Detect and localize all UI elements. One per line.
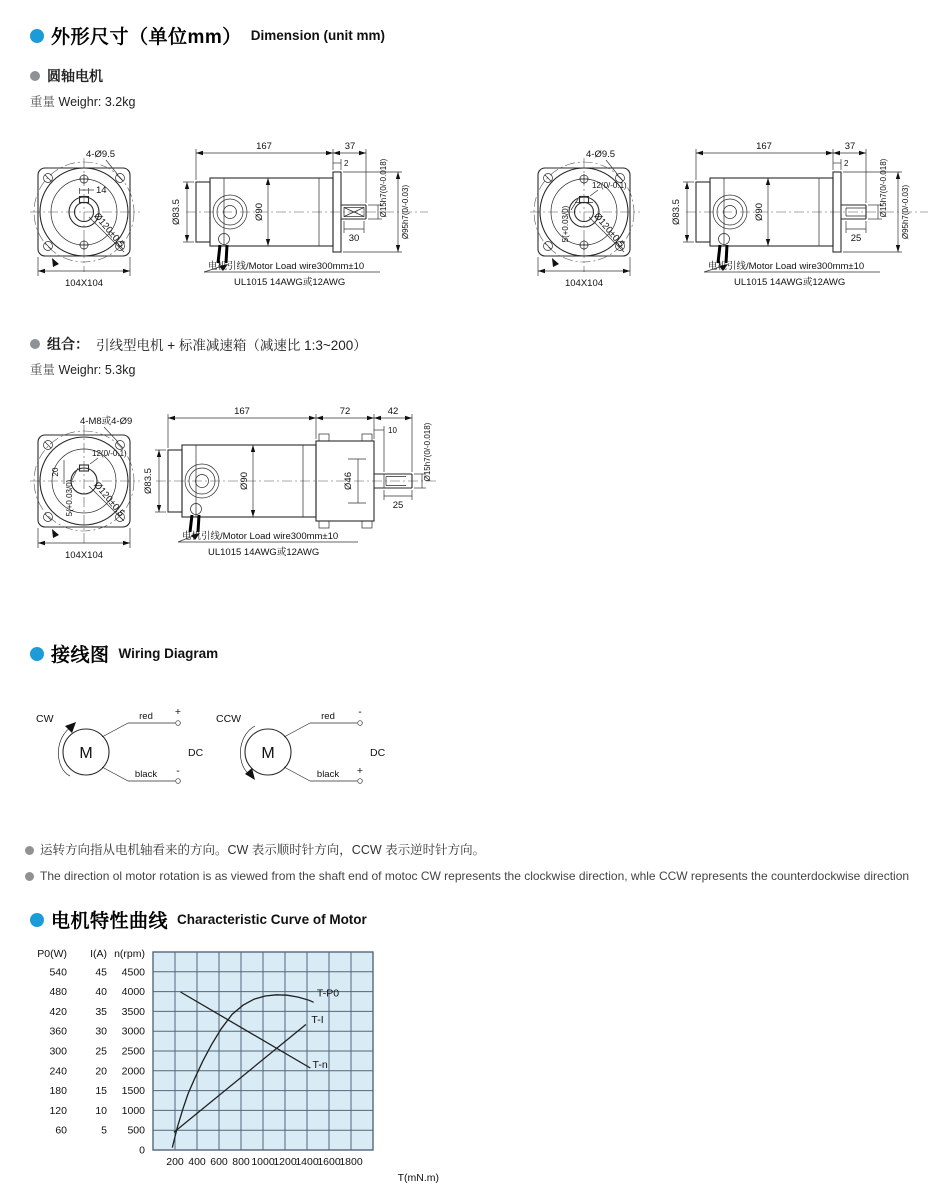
- polarity-bottom: -: [176, 765, 180, 777]
- y-axis-tick: 2500: [121, 1045, 145, 1058]
- sub-bullet-icon: [30, 71, 40, 81]
- y-axis-tick: 1000: [121, 1104, 145, 1117]
- rotation-arc: [58, 726, 73, 776]
- y-axis-tick: 300: [49, 1045, 67, 1058]
- front-view: [30, 415, 140, 561]
- dim-square: 104X104: [64, 550, 104, 561]
- wire-note-line2: UL1015 14AWG或12AWG: [208, 547, 320, 558]
- dim-key-length: 25: [392, 500, 404, 511]
- section-title-en: Wiring Diagram: [118, 646, 219, 661]
- dim-square: 104X104: [64, 278, 104, 289]
- y-axis-tick: 240: [49, 1065, 67, 1078]
- dim-key-width: 14: [96, 185, 107, 196]
- y-axis-tick: 40: [95, 986, 107, 999]
- dim-holes: 4-Ø9.5: [86, 149, 116, 160]
- section-title-en: Dimension (unit mm): [250, 28, 386, 43]
- y-axis-tick: 500: [127, 1124, 145, 1137]
- combo-subheader: [30, 334, 367, 354]
- dim-body-length: 167: [756, 141, 772, 152]
- weight-label: 重量: [30, 95, 56, 109]
- section-wiring-header: [30, 640, 218, 667]
- wire-note-line2: UL1015 14AWG或12AWG: [734, 277, 846, 288]
- drawing-round-shaft-motor-flat: [528, 136, 948, 294]
- y-axis-tick: 35: [95, 1005, 107, 1018]
- x-axis-tick: 1000: [251, 1156, 275, 1168]
- note-en: The direction ol motor rotation is as viewed from the shaft end of motoc CW represents the clockwise direction, whle CCW represents the counterdockwise direction: [25, 868, 930, 885]
- section-dimension-header: [30, 22, 385, 49]
- y-axis-tick: 5: [101, 1124, 107, 1137]
- y-axis-header: I(A): [90, 948, 107, 960]
- section-bullet-icon: [30, 29, 44, 43]
- polarity-top: -: [358, 706, 362, 718]
- side-view: [143, 406, 436, 558]
- wire-bottom-label: black: [134, 769, 158, 780]
- characteristic-curve-chart: [25, 942, 455, 1192]
- rotation-arc: [240, 726, 255, 776]
- y-axis-header: n(rpm): [114, 948, 145, 960]
- y-axis-tick: 0: [139, 1144, 145, 1157]
- dim-bolt-circle: Ø120±0.5: [91, 479, 127, 519]
- x-axis-label: T(mN.m): [397, 1172, 439, 1184]
- dim-bolt-circle: Ø120±0.5: [91, 210, 127, 250]
- section-title-zh: 接线图: [51, 645, 110, 666]
- dim-shaft-height: 12(0/-0.1): [592, 181, 627, 190]
- dim-shaft-length: 37: [844, 141, 856, 152]
- y-axis-tick: 120: [49, 1104, 67, 1117]
- polarity-top: +: [174, 706, 182, 718]
- curve-chart-svg: [25, 942, 455, 1192]
- section-title-zh: 电机特性曲线: [51, 911, 169, 932]
- dim-key-width: 5(+0.03/0): [561, 205, 570, 243]
- combo-title-rest: 引线型电机 + 标准减速箱（减速比 1:3~200）: [96, 338, 367, 353]
- wire-top-label: red: [139, 711, 153, 722]
- section-title-zh: 外形尺寸（单位mm）: [51, 27, 242, 48]
- curve-label-T-n: T-n: [312, 1058, 328, 1071]
- dim-gear-length: 72: [339, 406, 351, 417]
- y-axis-tick: 540: [49, 966, 67, 979]
- wire-note-line1: 电机引线/Motor Load wire300mm±10: [208, 261, 365, 272]
- y-axis-tick: 420: [49, 1005, 67, 1018]
- sub-bullet-icon: [30, 339, 40, 349]
- dim-key-length: 30: [348, 233, 360, 244]
- note-bullet-icon: [25, 872, 34, 881]
- y-axis-tick: 3500: [121, 1005, 145, 1018]
- y-axis-tick: 2000: [121, 1065, 145, 1078]
- dim-holes: 4-M8或4-Ø9: [80, 416, 133, 427]
- rotation-label: CW: [36, 713, 54, 725]
- weight-value: Weighr: 5.3kg: [58, 363, 136, 377]
- dim-body-length: 167: [256, 141, 272, 152]
- y-axis-tick: 10: [95, 1104, 107, 1117]
- dim-square: 104X104: [564, 278, 604, 289]
- y-axis-tick: 20: [95, 1065, 107, 1078]
- dim-shaft-length: 37: [344, 141, 356, 152]
- y-axis-header: P0(W): [37, 948, 67, 960]
- side-view: [671, 141, 928, 288]
- round-shaft-title: 圆轴电机: [47, 68, 103, 84]
- y-axis-tick: 25: [95, 1045, 107, 1058]
- dim-flat-length: 25: [850, 233, 862, 244]
- curve-label-T-P0: T-P0: [316, 987, 340, 1000]
- dim-shaft-dia: Ø15h7(0/-0.018): [879, 158, 888, 218]
- x-axis-tick: 800: [232, 1156, 250, 1168]
- motor-symbol: M: [261, 745, 275, 762]
- dim-flange-dia: Ø95h7(0/-0.03): [901, 184, 910, 240]
- dim-shaft-length: 42: [387, 406, 399, 417]
- y-axis-tick: 360: [49, 1025, 67, 1038]
- y-axis-tick: 45: [95, 966, 107, 979]
- dim-pilot-dia: Ø83.5: [143, 468, 154, 494]
- dim-step: 2: [344, 159, 349, 168]
- motor-symbol: M: [79, 745, 93, 762]
- dim-bolt-circle: Ø120±0.5: [591, 210, 627, 250]
- x-axis-tick: 200: [166, 1156, 184, 1168]
- wire-note-line1: 电机引线/Motor Load wire300mm±10: [708, 261, 865, 272]
- dim-shaft-dia: Ø15h7(0/-0.018): [423, 422, 432, 482]
- section-curve-header: [30, 906, 367, 933]
- note-bullet-icon: [25, 846, 34, 855]
- weight-line-2: [30, 360, 135, 378]
- y-axis-tick: 30: [95, 1025, 107, 1038]
- wire-note-line1: 电机引线/Motor Load wire300mm±10: [182, 531, 339, 542]
- x-axis-tick: 1200: [273, 1156, 297, 1168]
- dim-pilot-dia: Ø83.5: [671, 199, 682, 225]
- dim-holes: 4-Ø9.5: [586, 149, 616, 160]
- dim-body-length: 167: [234, 406, 250, 417]
- y-axis-tick: 1500: [121, 1085, 145, 1098]
- section-title-en: Characteristic Curve of Motor: [177, 912, 367, 927]
- dim-shaft-height: 12(0/-0.1): [92, 449, 127, 458]
- weight-value: Weighr: 3.2kg: [58, 95, 136, 109]
- side-view: [171, 141, 428, 288]
- y-axis-tick: 60: [55, 1124, 67, 1137]
- x-axis-tick: 1400: [295, 1156, 319, 1168]
- wire-note-line2: UL1015 14AWG或12AWG: [234, 277, 346, 288]
- supply-label: DC: [370, 747, 386, 759]
- rotation-notes: [25, 842, 930, 894]
- section-bullet-icon: [30, 647, 44, 661]
- wire-top-label: red: [321, 711, 335, 722]
- rotation-arrowhead: [65, 722, 76, 733]
- y-axis-tick: 4500: [121, 966, 145, 979]
- rotation-label: CCW: [216, 713, 242, 725]
- curve-label-T-I: T-I: [311, 1014, 324, 1027]
- y-axis-tick: 480: [49, 986, 67, 999]
- dim-boss-dia: Ø46: [343, 472, 354, 490]
- weight-label: 重量: [30, 363, 56, 377]
- note-zh: 运转方向指从电机轴看来的方向。CW 表示顺时针方向，CCW 表示逆时针方向。: [25, 842, 930, 859]
- round-shaft-subheader: [30, 66, 103, 86]
- dim-body-dia: Ø90: [239, 472, 250, 490]
- y-axis-tick: 180: [49, 1085, 67, 1098]
- dim-step: 2: [844, 159, 849, 168]
- front-view: [30, 149, 140, 289]
- wiring-ccw: [216, 706, 386, 783]
- combo-title-prefix: 组合：: [47, 336, 89, 352]
- wiring-diagram-figure: [28, 698, 408, 798]
- dim-body-dia: Ø90: [254, 203, 265, 221]
- wiring-cw: [36, 706, 204, 783]
- dim-shaft-dia: Ø15h7(0/-0.018): [379, 158, 388, 218]
- front-view: [530, 149, 640, 289]
- x-axis-tick: 1800: [339, 1156, 363, 1168]
- section-bullet-icon: [30, 913, 44, 927]
- dim-key-width: 5(+0.03/0): [65, 479, 74, 517]
- dim-body-dia: Ø90: [754, 203, 765, 221]
- drawing-round-shaft-motor-keyed: [28, 136, 448, 294]
- drawing-gearmotor-combo: [28, 400, 478, 590]
- x-axis-tick: 600: [210, 1156, 228, 1168]
- dim-step: 10: [388, 426, 397, 435]
- supply-label: DC: [188, 747, 204, 759]
- x-axis-tick: 400: [188, 1156, 206, 1168]
- dim-pilot-dia: Ø83.5: [171, 199, 182, 225]
- weight-line-1: [30, 92, 135, 110]
- y-axis-tick: 3000: [121, 1025, 145, 1038]
- polarity-bottom: +: [356, 765, 364, 777]
- y-axis-tick: 4000: [121, 986, 145, 999]
- wire-bottom-label: black: [316, 769, 340, 780]
- y-axis-tick: 15: [95, 1085, 107, 1098]
- dim-flange-dia: Ø95h7(0/-0.03): [401, 184, 410, 240]
- x-axis-tick: 1600: [317, 1156, 341, 1168]
- dim-key-depth: 20: [51, 467, 60, 477]
